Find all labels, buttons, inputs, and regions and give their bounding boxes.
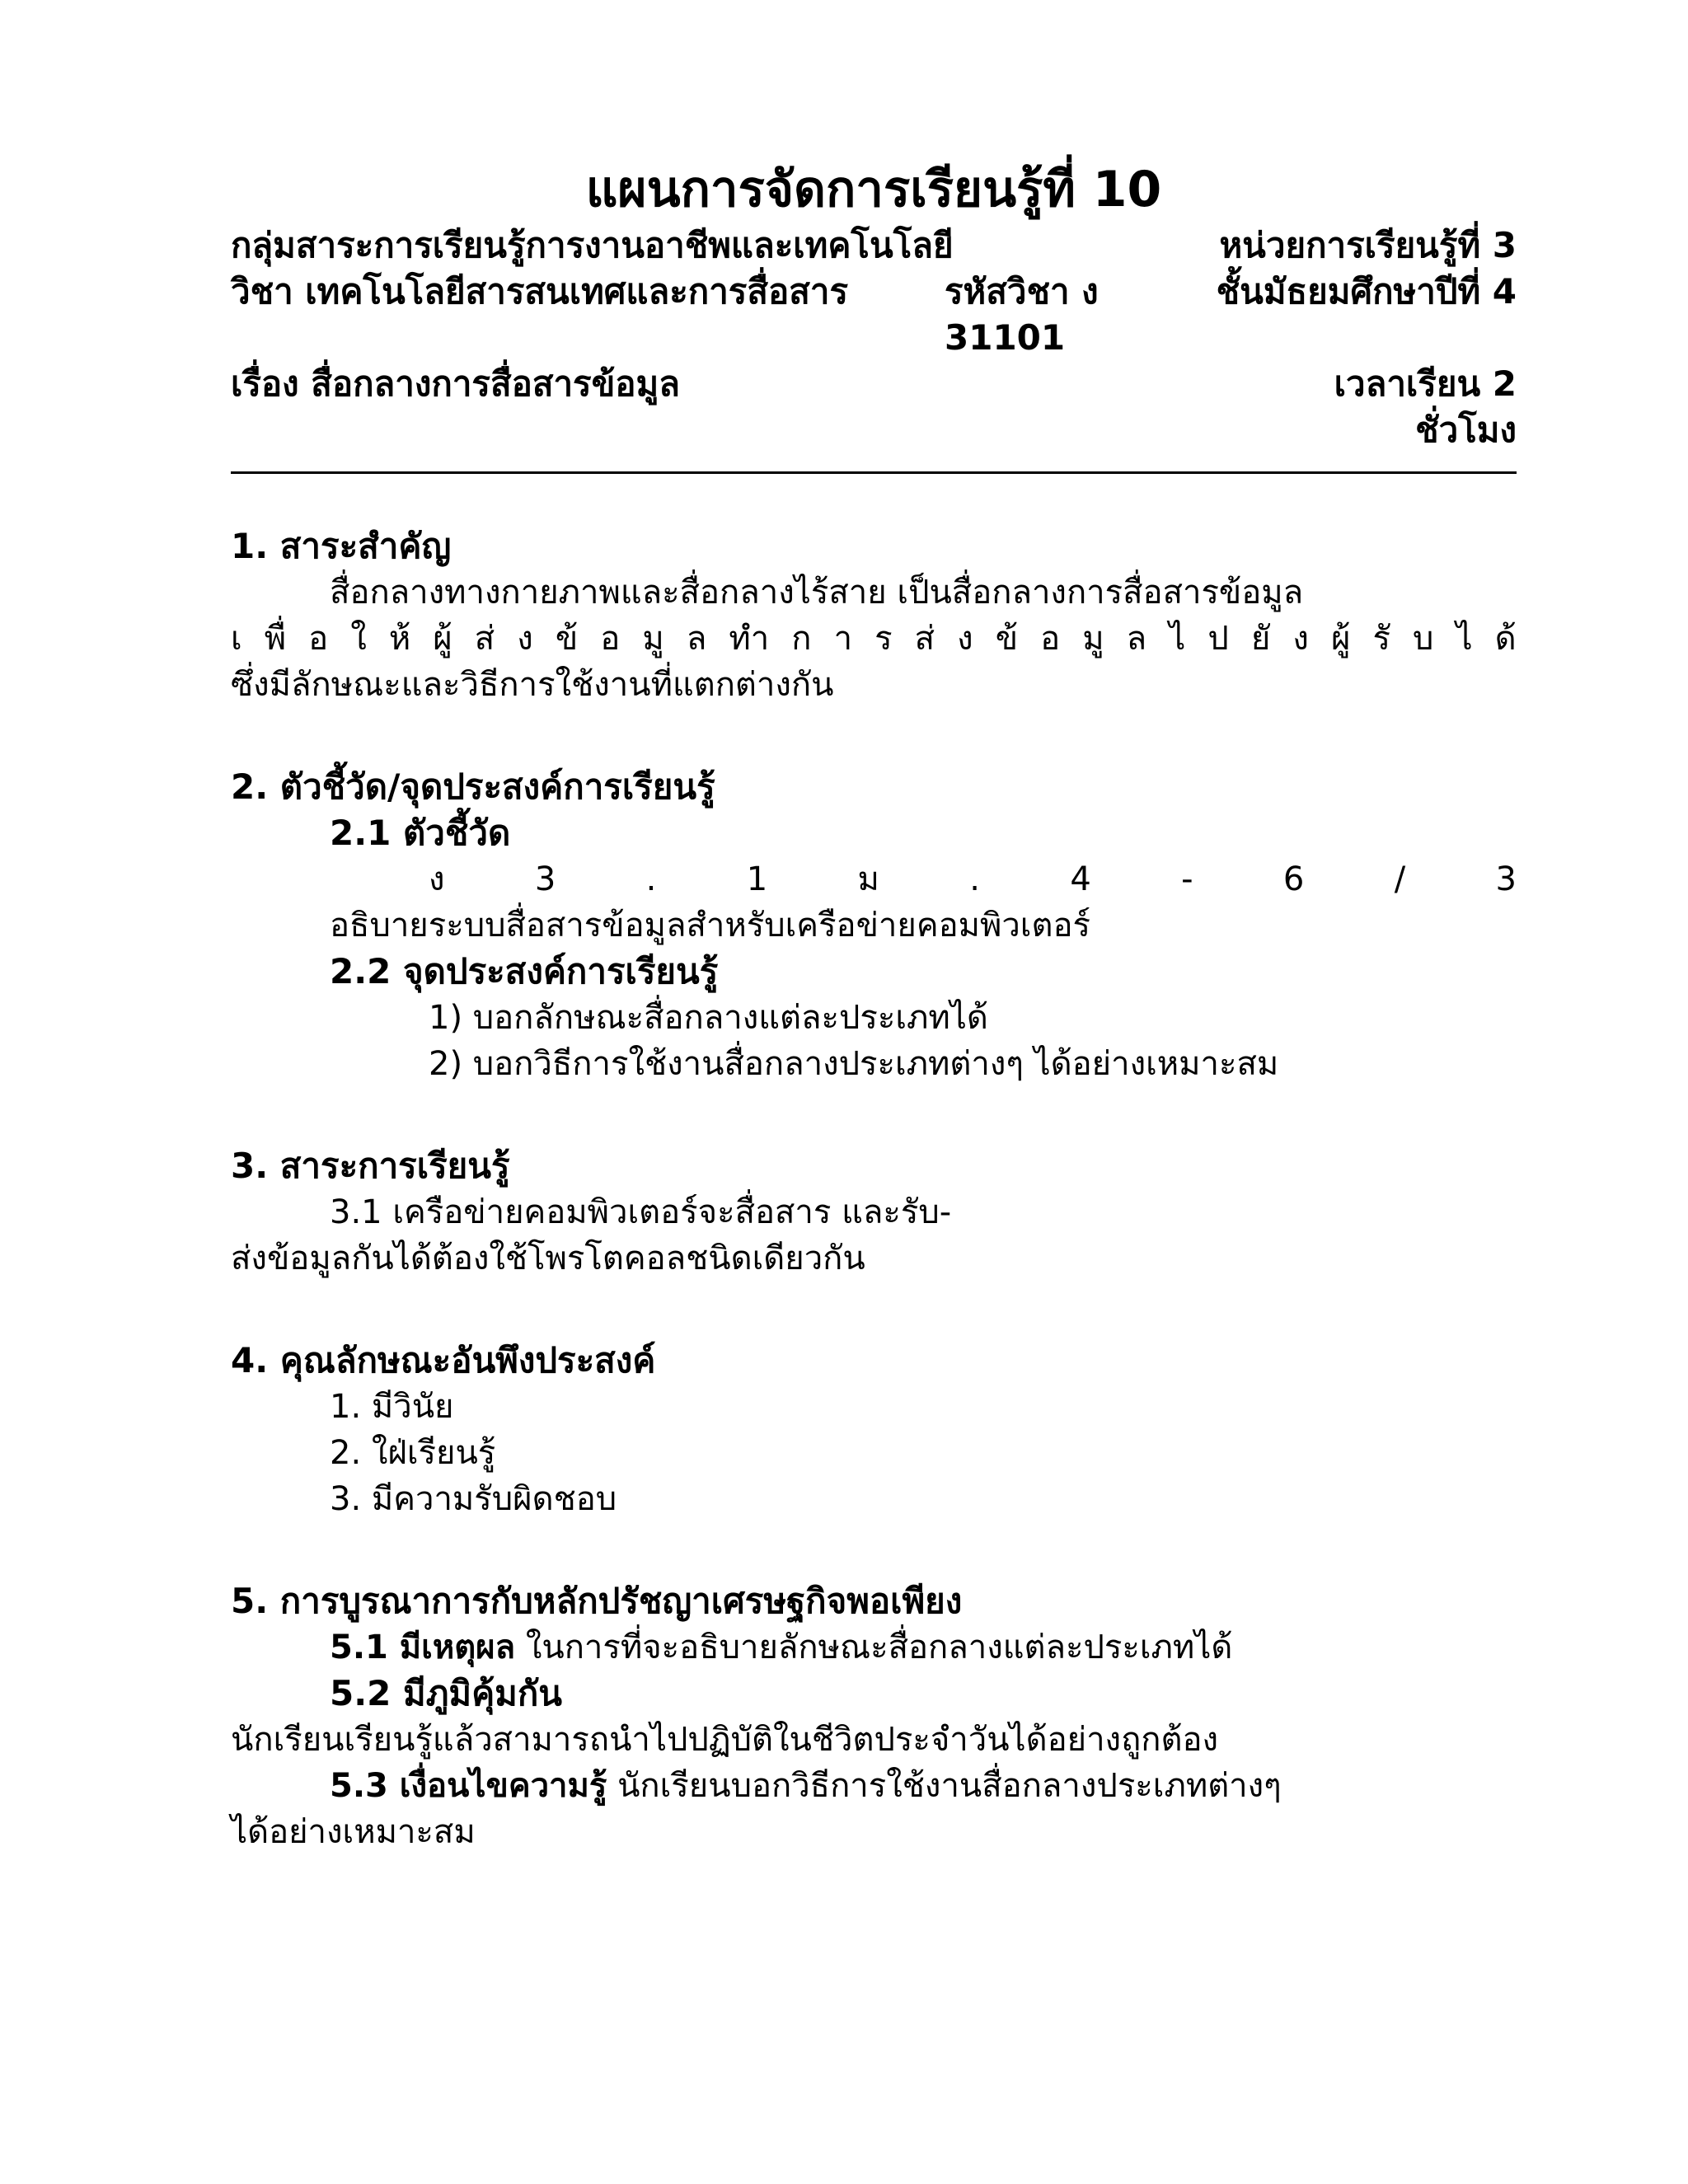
section-sufficiency-economy [231, 1578, 1517, 1855]
grade-level: ชั้นมัธยมศึกษาปีที่ 4 [1216, 271, 1517, 312]
indicator-char: ง [429, 860, 445, 898]
unit-number: หน่วยการเรียนรู้ที่ 3 [1219, 225, 1517, 265]
header-block [231, 223, 1517, 453]
paragraph-line: ซึ่งมีลักษณะและวิธีการใช้งานที่แตกต่างกัน [231, 666, 834, 704]
item-text: ได้อย่างเหมาะสม [231, 1813, 476, 1851]
indicator-char: . [645, 860, 657, 898]
indicator-description: อธิบายระบบสื่อสารข้อมูลสำหรับเครือข่ายคอมพิวเตอร์ [330, 907, 1090, 944]
spread-char: ส่ [914, 620, 935, 658]
indicator-char: / [1394, 860, 1406, 898]
list-item: 2. ใฝ่เรียนรู้ [330, 1434, 496, 1472]
paragraph-line: ส่งข้อมูลกันได้ต้องใช้โพรโตคอลชนิดเดียวกัน [231, 1240, 865, 1277]
list-item: 1) บอกลักษณะสื่อกลางแต่ละประเภทได้ [429, 999, 988, 1037]
spread-char: ยั [1250, 620, 1271, 658]
header-row-1 [231, 223, 1517, 269]
spread-char: ด้ [1494, 620, 1517, 658]
spread-char: ก [791, 620, 812, 658]
item-label: 5.1 มีเหตุผล [330, 1629, 516, 1666]
spread-char: ไ [1456, 620, 1473, 658]
spread-char: ล [686, 620, 707, 658]
course-name: วิชา เทคโนโลยีสารสนเทศและการสื่อสาร [231, 271, 849, 312]
item-label: 5.2 มีภูมิคุ้มกัน [330, 1673, 563, 1713]
spread-char: ป [1207, 620, 1229, 658]
spread-char: รั [1372, 620, 1390, 658]
spread-char: บ [1413, 620, 1434, 658]
list-item: 3. มีความรับผิดชอบ [330, 1480, 617, 1518]
header-row-2 [231, 269, 1517, 361]
spread-char: ง [517, 620, 533, 658]
section-indicators [231, 764, 1517, 1087]
spread-char: มู [642, 620, 664, 658]
header-row-3 [231, 361, 1517, 453]
study-time: เวลาเรียน 2 ชั่วโมง [1334, 363, 1517, 450]
indicator-char: 4 [1070, 860, 1091, 898]
course-code: รหัสวิชา ง 31101 [945, 271, 1099, 358]
section-content [231, 1143, 1517, 1282]
spread-char: อ [1040, 620, 1061, 658]
spread-char: พื่ [264, 620, 287, 658]
indicator-char: . [969, 860, 980, 898]
item-5-1 [231, 1624, 1517, 1671]
indicator-char: 3 [534, 860, 556, 898]
header-divider [231, 471, 1517, 474]
subsection-heading: 2.1 ตัวชี้วัด [330, 813, 511, 853]
section-heading: 2. ตัวชี้วัด/จุดประสงค์การเรียนรู้ [231, 766, 715, 807]
spread-char: ง [957, 620, 973, 658]
subsection-heading: 2.2 จุดประสงค์การเรียนรู้ [330, 951, 719, 991]
indicator-char: ม [857, 860, 879, 898]
item-5-3 [231, 1763, 1517, 1809]
indicator-char: 1 [746, 860, 768, 898]
spread-char: ล [1126, 620, 1147, 658]
spread-char: อ [308, 620, 329, 658]
paragraph-line: สื่อกลางทางกายภาพและสื่อกลางไร้สาย เป็นสื่อกลางการสื่อสารข้อมูล [330, 574, 1304, 612]
spread-char: ผู้ [433, 620, 452, 658]
section-heading: 4. คุณลักษณะอันพึงประสงค์ [231, 1340, 656, 1380]
lesson-topic: เรื่อง สื่อกลางการสื่อสารข้อมูล [231, 363, 680, 404]
spread-char: า [833, 620, 853, 658]
section-heading: 1. สาระสำคัญ [231, 526, 452, 566]
item-label: 5.3 เงื่อนไขความรู้ [330, 1767, 607, 1805]
list-item: 1. มีวินัย [330, 1388, 454, 1426]
indicator-code [231, 856, 1517, 902]
document-page [231, 157, 1517, 1855]
spread-char: ห้ [388, 620, 411, 658]
indicator-char: 6 [1282, 860, 1305, 898]
spread-char: ใ [350, 620, 367, 658]
spread-char: มู [1082, 620, 1104, 658]
page-title: แผนการจัดการเรียนรู้ที่ 10 [585, 161, 1162, 218]
item-text: นักเรียนเรียนรู้แล้วสามารถนำไปปฏิบัติในชีวิตประจำวันได้อย่างถูกต้อง [231, 1721, 1219, 1759]
section-heading: 3. สาระการเรียนรู้ [231, 1146, 510, 1186]
paragraph-line: 3.1 เครือข่ายคอมพิวเตอร์จะสื่อสาร และรับ- [330, 1193, 952, 1231]
spread-char: ร [874, 620, 893, 658]
item-text: ในการที่จะอธิบายลักษณะสื่อกลางแต่ละประเภทได้ [515, 1629, 1233, 1666]
spread-char: ส่ [474, 620, 495, 658]
indicator-char: 3 [1495, 860, 1517, 898]
list-item: 2) บอกวิธีการใช้งานสื่อกลางประเภทต่างๆ ได้อย่างเหมาะสม [429, 1045, 1279, 1083]
indicator-char: - [1181, 860, 1193, 898]
section-heading: 5. การบูรณาการกับหลักปรัชญาเศรษฐกิจพอเพียง [231, 1581, 963, 1621]
spread-char: ข้ [995, 620, 1019, 658]
section-attributes [231, 1338, 1517, 1522]
item-text: นักเรียนบอกวิธีการใช้งานสื่อกลางประเภทต่างๆ [607, 1767, 1282, 1805]
subject-group: กลุ่มสาระการเรียนรู้การงานอาชีพและเทคโนโลยี [231, 225, 954, 265]
spread-char: ผู้ [1330, 620, 1351, 658]
spread-char: ไ [1169, 620, 1186, 658]
justified-line [231, 616, 1517, 662]
spread-char: ทำ [729, 620, 770, 658]
spread-char: ง [1292, 620, 1309, 658]
spread-char: เ [231, 620, 242, 658]
section-key-concept [231, 523, 1517, 708]
spread-char: อ [600, 620, 621, 658]
spread-char: ข้ [555, 620, 579, 658]
